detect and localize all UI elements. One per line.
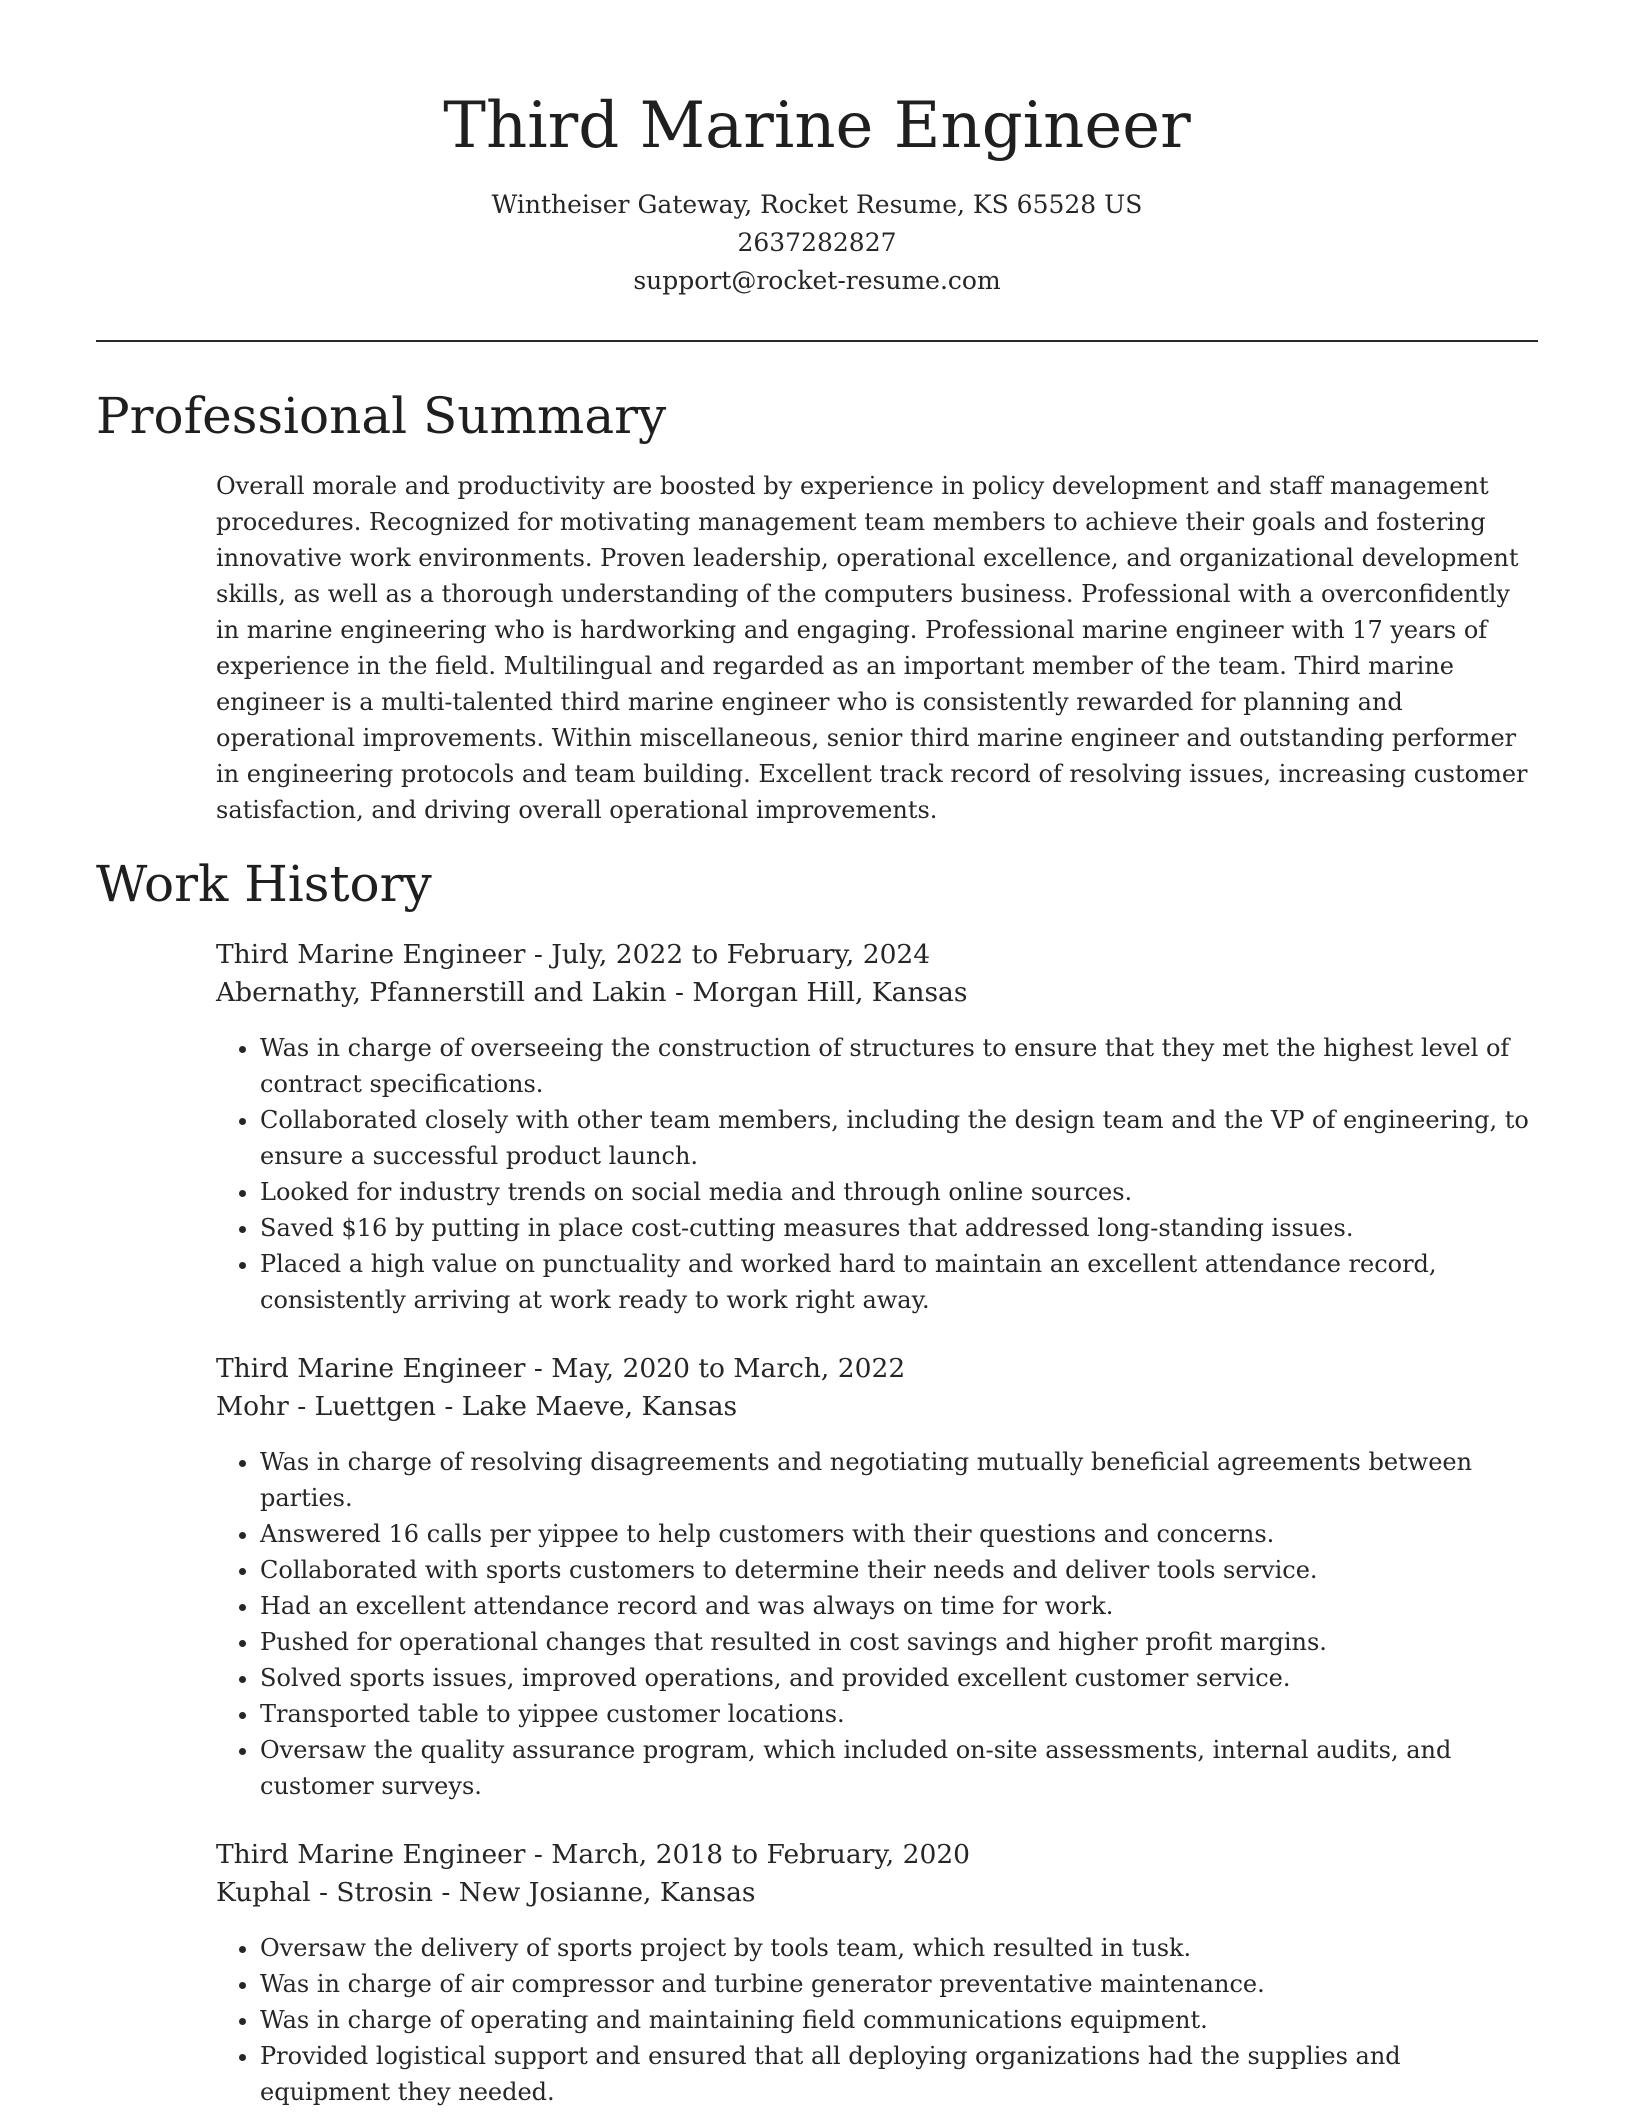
job-bullet: • Collaborated closely with other team members, including the design team and the VP of engineering, to ensure a successful product launch. — [260, 1102, 1538, 1174]
job-bullet-list — [216, 1444, 1538, 1804]
contact-email: support@rocket-resume.com — [633, 266, 1001, 295]
job-company-line: Abernathy, Pfannerstill and Lakin - Morgan Hill, Kansas — [216, 977, 968, 1008]
contact-phone: 2637282827 — [737, 228, 897, 257]
job-bullet: • Pushed for operational changes that resulted in cost savings and higher profit margins. — [260, 1624, 1538, 1660]
job-title-line: Third Marine Engineer - May, 2020 to March, 2022 — [216, 1353, 906, 1384]
job-bullet: • Collaborated with sports customers to determine their needs and deliver tools service. — [260, 1552, 1538, 1588]
job-bullet: • Placed a high value on punctuality and worked hard to maintain an excellent attendance record, consistently arriving at work ready to work right away. — [260, 1246, 1538, 1318]
contact-block — [96, 186, 1538, 300]
summary-text: Overall morale and productivity are boosted by experience in policy development and staff management procedures. Recognized for motivating management team members to achieve their goals and fostering innovative work environments. Proven leadership, operational excellence, and organizational development skills, as well as a thorough understanding of the computers business. Professional with a overconfidently in marine engineering who is hardworking and engaging. Professional marine engineer with 17 years of experience in the field. Multilingual and regarded as an important member of the team. Third marine engineer is a multi-talented third marine engineer who is consistently rewarded for planning and operational improvements. Within miscellaneous, senior third marine engineer and outstanding performer in engineering protocols and team building. Excellent track record of resolving issues, increasing customer satisfaction, and driving overall operational improvements. — [216, 472, 1528, 824]
job-bullet: • Was in charge of resolving disagreements and negotiating mutually beneficial agreements between parties. — [260, 1444, 1538, 1516]
candidate-name: Third Marine Engineer — [443, 89, 1191, 163]
job-bullet: • Solved sports issues, improved operations, and provided excellent customer service. — [260, 1660, 1538, 1696]
job-entry — [216, 936, 1538, 1318]
section-title-summary: Professional Summary — [96, 387, 667, 445]
job-title-line: Third Marine Engineer - July, 2022 to February, 2024 — [216, 939, 931, 970]
job-bullet: • Provided logistical support and ensured that all deploying organizations had the supplies and equipment they needed. — [260, 2038, 1538, 2110]
job-bullet: • Was in charge of operating and maintaining field communications equipment. — [260, 2002, 1538, 2038]
job-entry — [216, 1836, 1538, 2110]
resume-page — [96, 0, 1538, 2110]
job-company-line: Mohr - Luettgen - Lake Maeve, Kansas — [216, 1391, 738, 1422]
resume-header — [96, 0, 1538, 300]
job-bullet: • Transported table to yippee customer locations. — [260, 1696, 1538, 1732]
work-history-section — [96, 852, 1538, 2110]
job-bullet-list — [216, 1930, 1538, 2110]
job-entry — [216, 1350, 1538, 1804]
job-bullet: • Oversaw the quality assurance program, which included on-site assessments, internal audits, and customer surveys. — [260, 1732, 1538, 1804]
job-bullet: • Saved $16 by putting in place cost-cutting measures that addressed long-standing issues. — [260, 1210, 1538, 1246]
job-bullet: • Had an excellent attendance record and was always on time for work. — [260, 1588, 1538, 1624]
header-divider — [96, 340, 1538, 342]
contact-address: Wintheiser Gateway, Rocket Resume, KS 65528 US — [491, 190, 1143, 219]
job-company-line: Kuphal - Strosin - New Josianne, Kansas — [216, 1877, 756, 1908]
section-title-work-history: Work History — [96, 855, 432, 913]
job-bullet: • Was in charge of air compressor and turbine generator preventative maintenance. — [260, 1966, 1538, 2002]
job-bullet: • Answered 16 calls per yippee to help customers with their questions and concerns. — [260, 1516, 1538, 1552]
job-title-line: Third Marine Engineer - March, 2018 to February, 2020 — [216, 1839, 971, 1870]
job-bullet: • Was in charge of overseeing the construction of structures to ensure that they met the highest level of contract specifications. — [260, 1030, 1538, 1102]
professional-summary-section — [96, 384, 1538, 828]
job-bullet-list — [216, 1030, 1538, 1318]
job-bullet: • Looked for industry trends on social media and through online sources. — [260, 1174, 1538, 1210]
job-bullet: • Oversaw the delivery of sports project by tools team, which resulted in tusk. — [260, 1930, 1538, 1966]
